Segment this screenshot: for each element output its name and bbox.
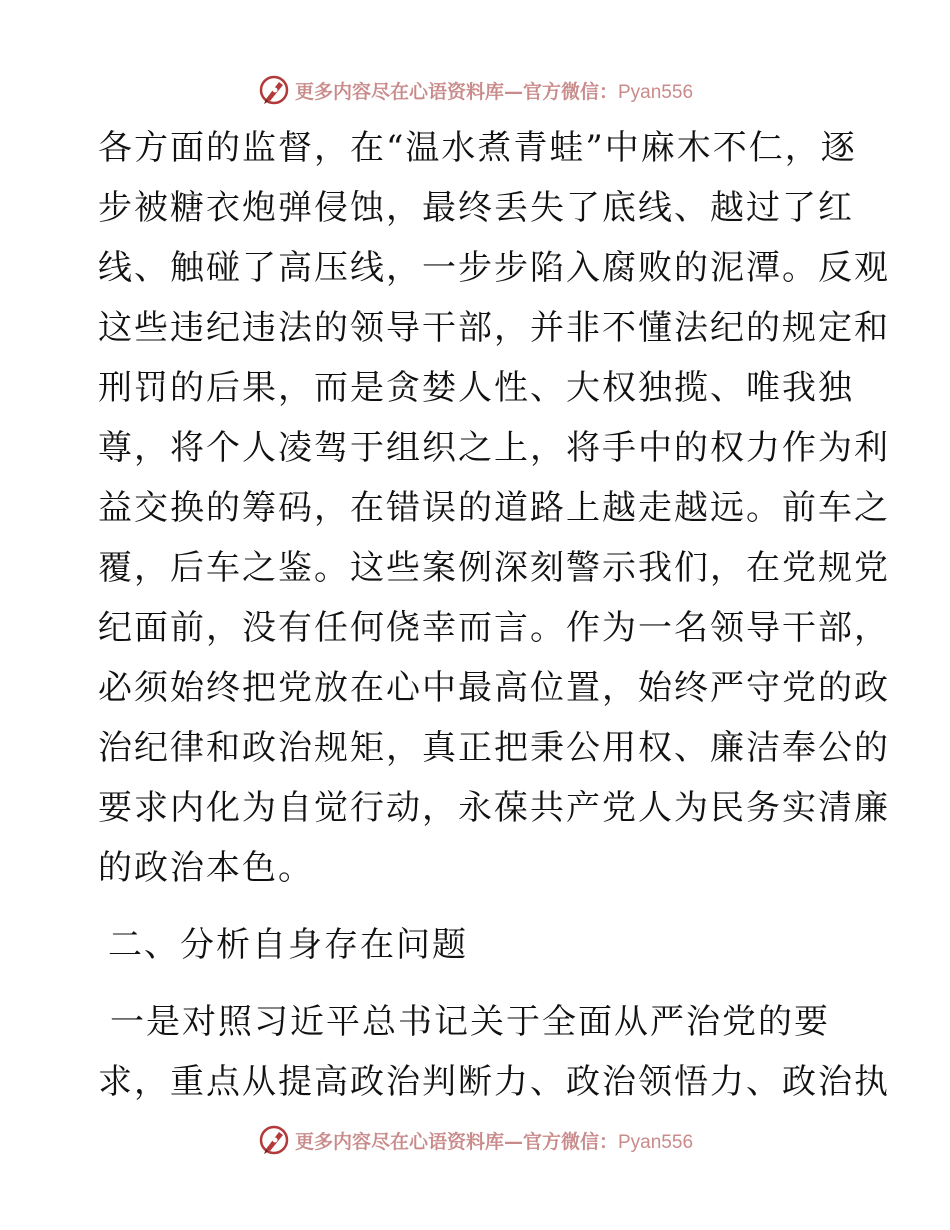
text-line: 各方面的监督，在“温水煮青蛙”中麻木不仁，逐 <box>98 128 857 168</box>
text-line: 求，重点从提高政治判断力、政治领悟力、政治执 <box>98 1062 890 1102</box>
pen-logo-icon <box>257 1123 291 1157</box>
watermark-text: 更多内容尽在心语资料库—官方微信：Pyan556 <box>294 1130 694 1153</box>
text-line: 刑罚的后果，而是贪婪人性、大权独揽、唯我独 <box>98 368 854 408</box>
text-line: 步被糖衣炮弹侵蚀，最终丢失了底线、越过了红 <box>98 188 854 228</box>
text-line: 线、触碰了高压线，一步步陷入腐败的泥潭。反观 <box>98 248 890 288</box>
footer-watermark <box>0 1120 950 1160</box>
watermark-text: 更多内容尽在心语资料库—官方微信：Pyan556 <box>294 80 694 103</box>
text-line: 尊，将个人凌驾于组织之上，将手中的权力作为利 <box>98 428 890 468</box>
text-line: 覆，后车之鉴。这些案例深刻警示我们，在党规党 <box>98 548 890 588</box>
header-watermark <box>0 70 950 110</box>
text-line: 的政治本色。 <box>98 848 314 888</box>
text-line: 这些违纪违法的领导干部，并非不懂法纪的规定和 <box>98 308 890 348</box>
text-line: 要求内化为自觉行动，永葆共产党人为民务实清廉 <box>98 788 890 828</box>
pen-logo-icon <box>257 73 291 107</box>
section-heading: 二、分析自身存在问题 <box>108 925 468 965</box>
text-line: 一是对照习近平总书记关于全面从严治党的要 <box>110 1002 830 1042</box>
text-line: 治纪律和政治规矩，真正把秉公用权、廉洁奉公的 <box>98 728 890 768</box>
text-line: 益交换的筹码，在错误的道路上越走越远。前车之 <box>98 488 890 528</box>
text-line: 纪面前，没有任何侥幸而言。作为一名领导干部， <box>98 608 890 648</box>
text-line: 必须始终把党放在心中最高位置，始终严守党的政 <box>98 668 890 708</box>
document-body <box>98 118 890 1112</box>
